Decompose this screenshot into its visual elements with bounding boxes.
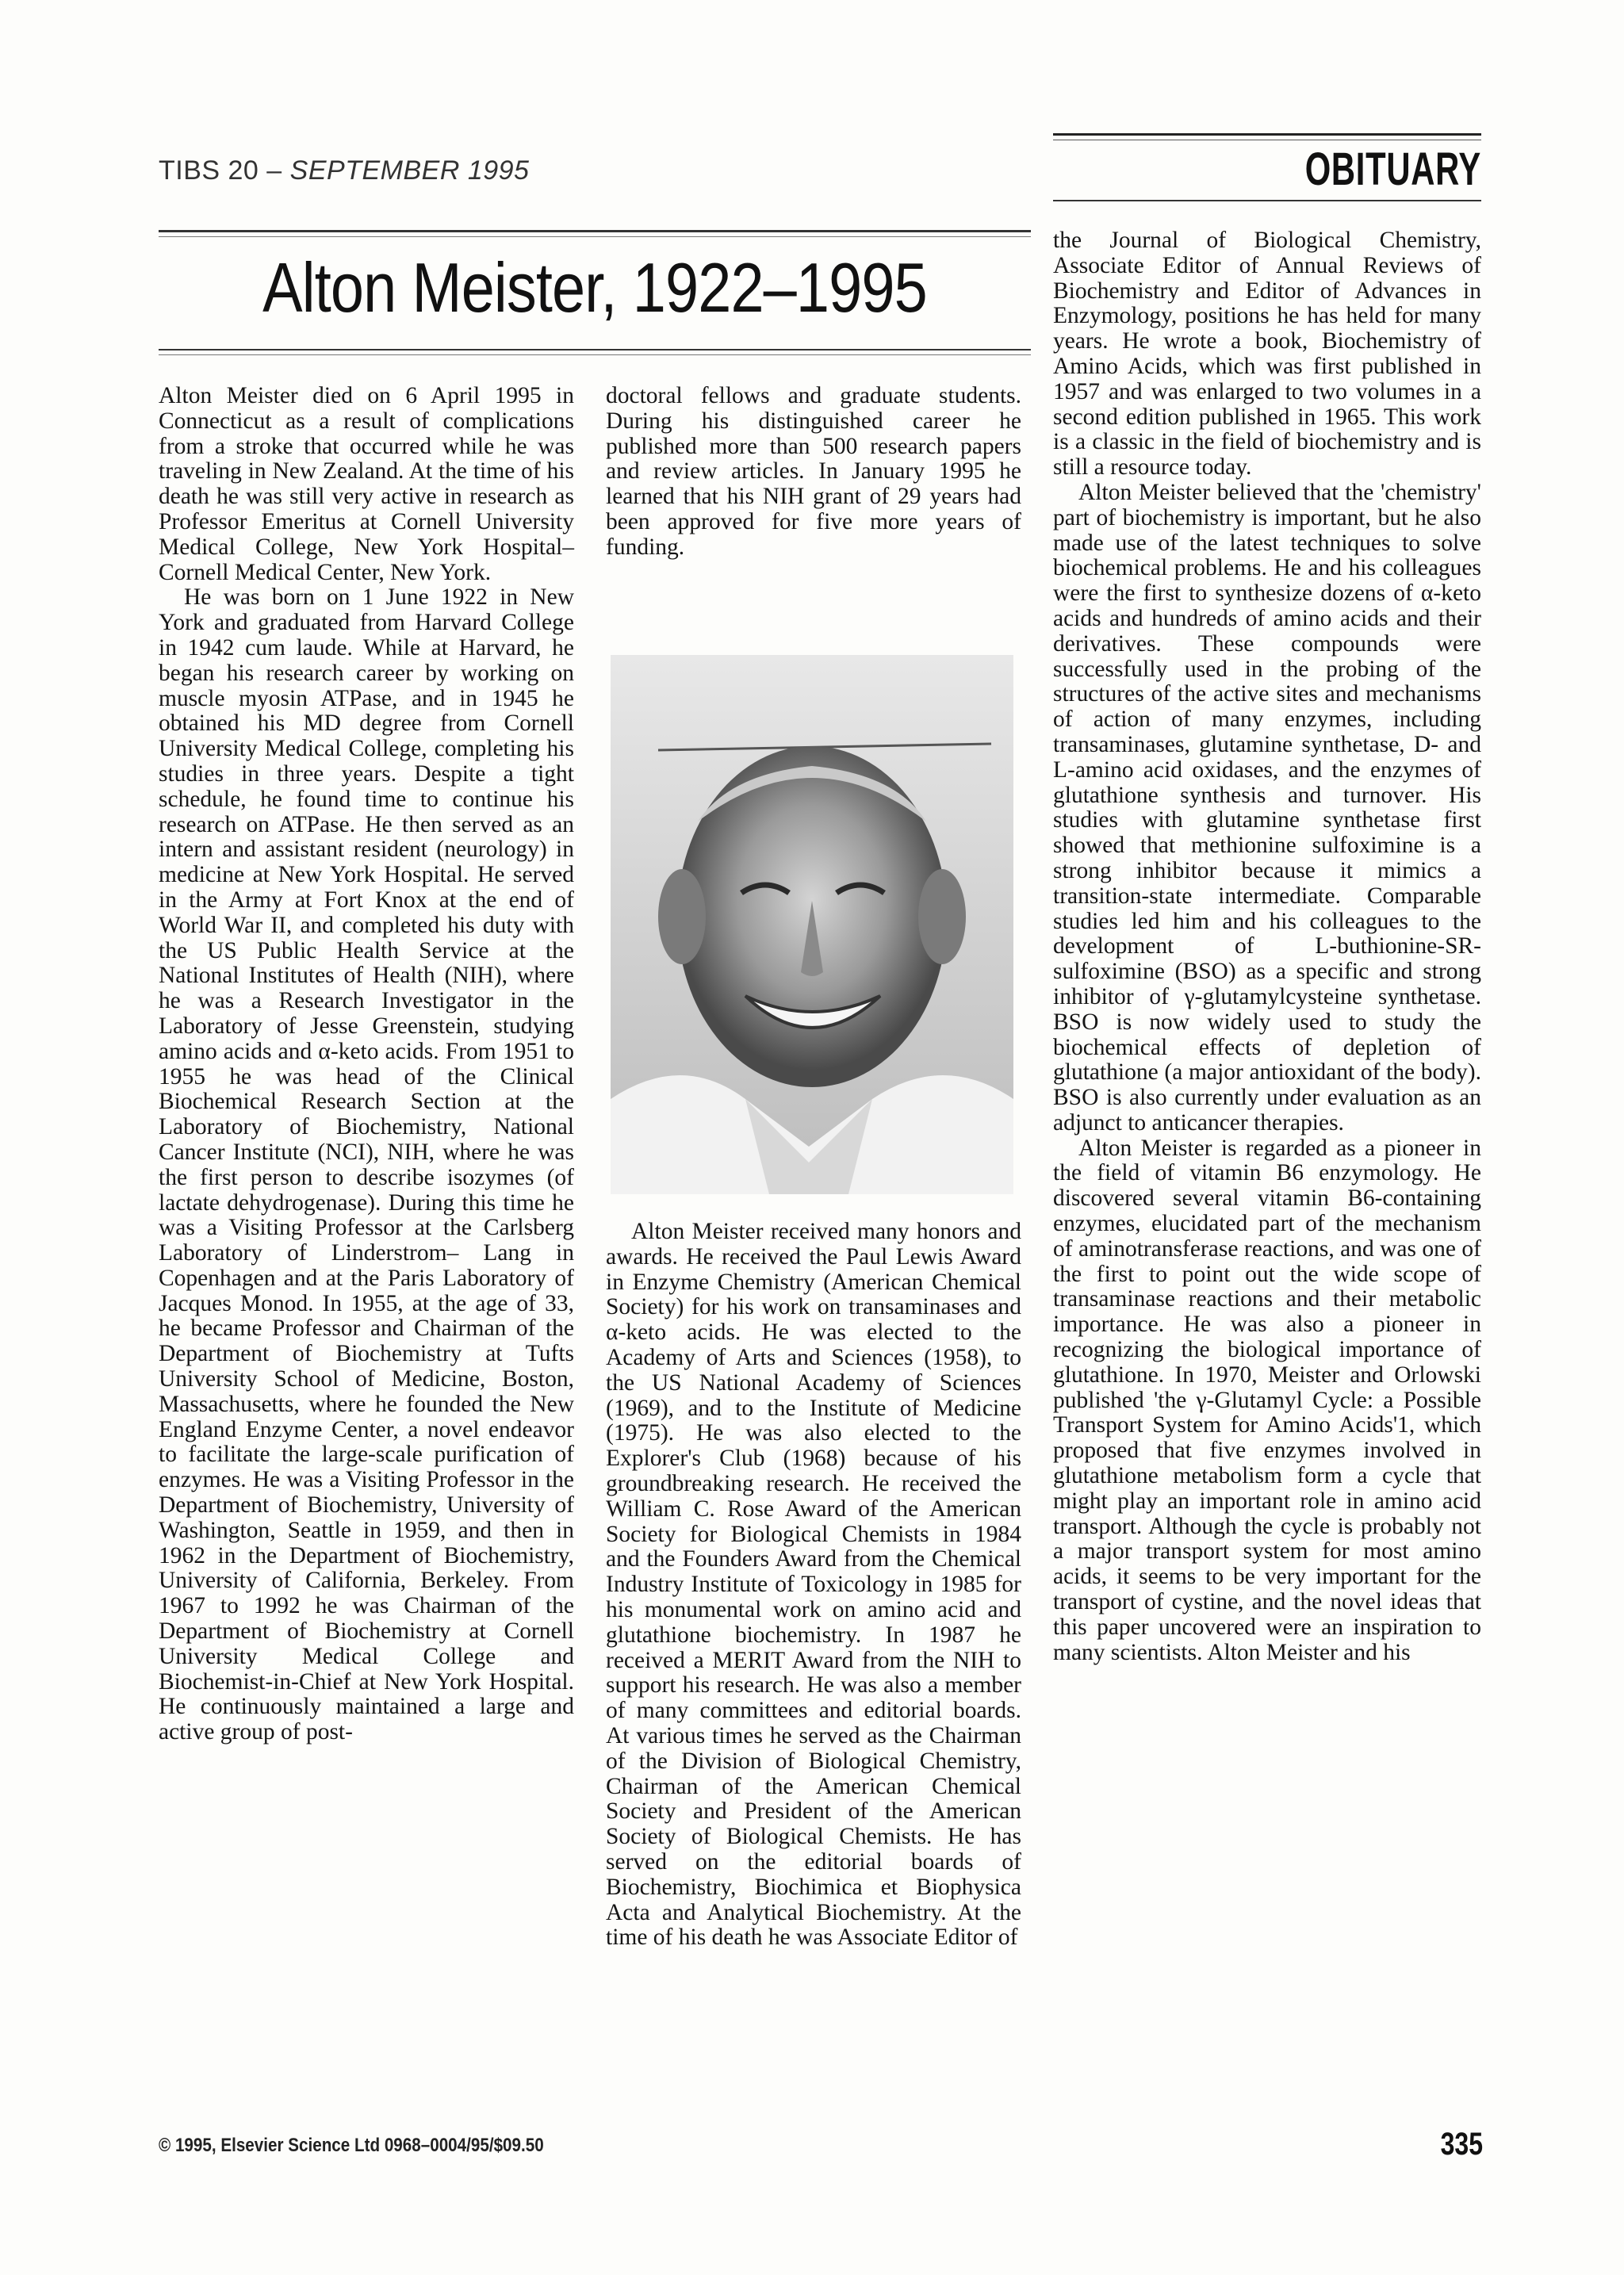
section-rule-bottom [1053, 200, 1481, 201]
paragraph: doctoral fellows and graduate students. During his distinguished career he published more than 500 research papers and review articles. In January 1995 he learned that his NIH grant of 29 years had been approved for five more years of funding. [606, 383, 1021, 560]
running-header [159, 155, 529, 186]
title-rule-top [159, 230, 1031, 232]
column-2-bottom [606, 1220, 1021, 1951]
paragraph: Alton Meister received many honors and awards. He received the Paul Lewis Award in Enzyme Chemistry (American Chemical Society) for his work on transaminases and α-keto acids. He was elected to the Academy of Arts and Sciences (1958), to the US National Academy of Sciences (1969), and to the Institute of Medicine (1975). He was also elected to the Explorer's Club (1968) because of his groundbreaking research. He received the William C. Rose Award of the American Society for Biological Chemists in 1984 and the Founders Award from the Chemical Industry Institute of Toxicology in 1985 for his monumental work on amino acid and glutathione biochemistry. In 1987 he received a MERIT Award from the NIH to support his research. He was also a member of many committees and editorial boards. At various times he served as the Chairman of the Division of Biological Chemistry, Chairman of the American Chemical Society and President of the American Society of Biological Chemists. He has served on the editorial boards of Biochemistry, Biochimica et Biophysica Acta and Analytical Biochemistry. At the time of his death he was Associate Editor of [606, 1219, 1021, 1951]
column-3 [1053, 228, 1481, 1665]
journal-issue: TIBS 20 – [159, 155, 282, 186]
paragraph: the Journal of Biological Chemistry, Associate Editor of Annual Reviews of Biochemistry and Editor of Advances in Enzymology, positions he has held for many years. He wrote a book, Biochemistry of Amino Acids, which was first published in 1957 and was enlarged to two volumes in a second edition published in 1965. This work is a classic in the field of biochemistry and is still a resource today. [1053, 228, 1481, 481]
paragraph: Alton Meister died on 6 April 1995 in Connecticut as a result of complications from a stroke that occurred while he was traveling in New Zealand. At the time of his death he was still very active in research as Professor Emeritus at Cornell University Medical College, New York Hospital–Cornell Medical Center, New York. [159, 383, 574, 585]
issue-date: SEPTEMBER 1995 [289, 155, 530, 186]
paragraph: Alton Meister is regarded as a pioneer in the field of vitamin B6 enzymology. He discovered several vitamin B6-containing enzymes, elucidated part of the mechanism of aminotransferase reactions, and was one of the first to point out the wide scope of transaminase reactions and their metabolic importance. He was also a pioneer in recognizing the biological importance of glutathione. In 1970, Meister and Orlowski published 'the γ-Glutamyl Cycle: a Possible Transport System for Amino Acids'1, which proposed that five enzymes involved in glutathione metabolism form a cycle that might play an important role in amino acid transport. Although the cycle is probably not a major transport system for most amino acids, it seems to be very important for the transport of cystine, and the novel ideas that this paper uncovered were an inspiration to many scientists. Alton Meister and his [1053, 1135, 1481, 1665]
paragraph: Alton Meister believed that the 'chemistry' part of biochemistry is important, but he also made use of the latest techniques to solve biochemical problems. He and his colleagues were the first to synthesize dozens of α-keto acids and hundreds of amino acids and their derivatives. These compounds were successfully used in the probing of the structures of the active sites and mechanisms of action of many enzymes, including transaminases, glutamine synthetase, D- and L-amino acid oxidases, and the enzymes of glutathione synthesis and turnover. His studies with glutamine synthetase first showed that methionine sulfoximine is a strong inhibitor because it mimics a transition-state intermediate. Comparable studies led him and his colleagues to the development of L-buthionine-SR-sulfoximine (BSO) as a specific and strong inhibitor of γ-glutamylcysteine synthetase. BSO is now widely used to study the biochemical effects of depletion of glutathione (a major antioxidant of the body). BSO is also currently under evaluation as an adjunct to anticancer therapies. [1053, 479, 1481, 1136]
column-1 [159, 384, 574, 1745]
copyright-line: © 1995, Elsevier Science Ltd 0968–0004/95/$09.50 [159, 2135, 544, 2156]
section-label: OBITUARY [1304, 144, 1481, 195]
paragraph: He was born on 1 June 1922 in New York and graduated from Harvard College in 1942 cum laude. While at Harvard, he began his research career by working on muscle myosin ATPase, and in 1945 he obtained his MD degree from Cornell University Medical College, completing his studies in three years. Despite a tight schedule, he found time to continue his research on ATPase. He then served as an intern and assistant resident (neurology) in medicine at New York Hospital. He served in the Army at Fort Knox at the end of World War II, and completed his duty with the US Public Health Service at the National Institutes of Health (NIH), where he was a Research Investigator in the Laboratory of Jesse Greenstein, studying amino acids and α-keto acids. From 1951 to 1955 he was head of the Clinical Biochemical Research Section at the Laboratory of Biochemistry, National Cancer Institute (NCI), NIH, where he was the first person to describe isozymes (of lactate dehydrogenase). During this time he was a Visiting Professor at the Carlsberg Laboratory of Linderstrom– Lang in Copenhagen and at the Paris Laboratory of Jacques Monod. In 1955, at the age of 33, he became Professor and Chairman of the Department of Biochemistry at Tufts University School of Medicine, Boston, Massachusetts, where he founded the New England Enzyme Center, a novel endeavor to facilitate the large-scale purification of enzymes. He was a Visiting Professor in the Department of Biochemistry, University of Washington, Seattle in 1959, and then in 1962 in the Department of Biochemistry, University of California, Berkeley. From 1967 to 1992 he was Chairman of the Department of Biochemistry at Cornell University Medical College and Biochemist-in-Chief at New York Hospital. He continuously maintained a large and active group of post- [159, 584, 574, 1745]
title-rule-top-thin [159, 236, 1031, 237]
portrait-drawing [611, 655, 1013, 1194]
article-title: Alton Meister, 1922–1995 [262, 248, 927, 327]
title-rule-bottom [159, 349, 1031, 350]
section-rule-top [1053, 133, 1481, 136]
title-rule-bottom-thin [159, 354, 1031, 355]
page-number: 335 [1440, 2127, 1483, 2162]
portrait-photo [611, 655, 1013, 1194]
column-2-top [606, 384, 1021, 561]
